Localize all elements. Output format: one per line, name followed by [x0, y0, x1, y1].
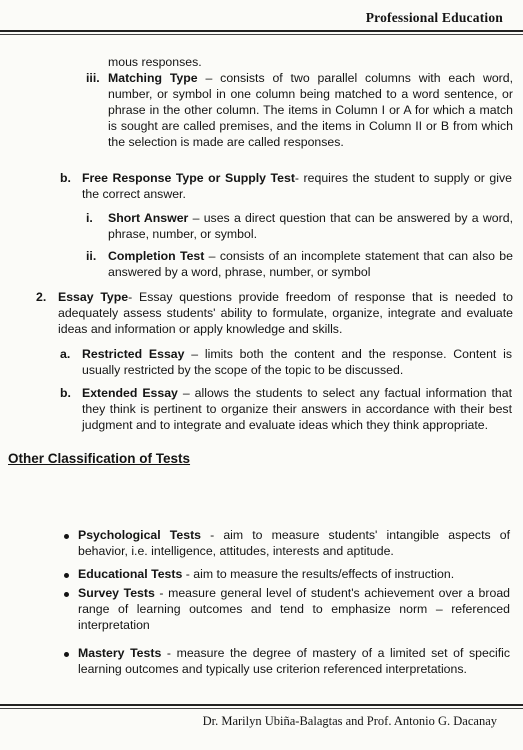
section-title-other-classification: Other Classification of Tests	[8, 451, 191, 466]
extended-marker: b.	[60, 386, 71, 400]
matching-marker: iii.	[86, 71, 100, 85]
short-answer-text: – uses a direct question that can be answered by a word, phrase, number, or symbol.	[108, 211, 513, 241]
header-rule-thick	[0, 30, 523, 32]
free-response-text: - requires the student to supply or give the correct answer.	[82, 171, 512, 201]
completion-term: Completion Test	[108, 249, 205, 263]
list-item-educational	[78, 566, 510, 582]
matching-type-item	[108, 70, 513, 150]
free-response-term: Free Response Type or Supply Test	[82, 171, 295, 185]
matching-type-text: – consists of two parallel columns with each word, number, or symbol in one column being matched to a word sentence, or phrase in the other column. The items in Column I or A for which a match is sought are called premises, and the items in Column II or B from which the selection is made are called responses.	[108, 71, 514, 149]
survey-term: Survey Tests	[78, 586, 155, 600]
completion-item	[108, 248, 513, 280]
mastery-term: Mastery Tests	[78, 646, 162, 660]
footer-rule-thick	[0, 704, 523, 706]
free-response-item	[82, 170, 512, 202]
extended-essay-term: Extended Essay	[82, 386, 178, 400]
carry-over-text: mous responses.	[108, 55, 202, 69]
restricted-marker: a.	[60, 347, 71, 361]
educational-term: Educational Tests	[78, 567, 183, 581]
essay-type-text: - Essay questions provide freedom of response that is needed to adequately assess students' ability to formulate, organize, integrate and evaluate ideas and information or apply knowledge and skills.	[58, 290, 513, 336]
essay-marker: 2.	[36, 290, 47, 304]
psychological-text: - aim to measure students' intangible aspects of behavior, i.e. intelligence, attitudes, interests and aptitude.	[78, 528, 510, 558]
short-answer-marker: i.	[86, 211, 93, 225]
running-footer: Dr. Marilyn Ubiña-Balagtas and Prof. Antonio G. Dacanay	[202, 714, 497, 728]
restricted-essay-text: – limits both the content and the response. Content is usually restricted by the scope of the topic to be discussed.	[82, 347, 513, 377]
extended-essay-item	[82, 385, 512, 433]
mastery-text: - measure the degree of mastery of a limited set of specific learning outcomes and typically use criterion referenced interpretations.	[78, 646, 510, 676]
completion-text: – consists of an incomplete statement that can also be answered by a word, phrase, number, or symbol	[108, 249, 513, 279]
matching-type-term: Matching Type	[108, 71, 198, 85]
list-item-psychological	[78, 527, 510, 559]
footer-rule-thin	[0, 708, 523, 709]
extended-essay-text: – allows the students to select any factual information that they think is pertinent to organize their answers in accordance with their best judgment and to integrate and evaluate ideas which they think appropriate.	[82, 386, 513, 432]
bullet-icon	[64, 534, 69, 539]
educational-text: - aim to measure the results/effects of instruction.	[182, 567, 455, 581]
header-rule-thin	[0, 34, 523, 35]
essay-type-item	[58, 289, 513, 337]
restricted-essay-item	[82, 346, 512, 378]
bullet-icon	[64, 652, 69, 657]
short-answer-term: Short Answer	[108, 211, 189, 225]
psychological-term: Psychological Tests	[78, 528, 202, 542]
essay-type-term: Essay Type	[58, 290, 129, 304]
running-header: Professional Education	[365, 10, 503, 25]
free-response-marker: b.	[60, 171, 71, 185]
survey-text: - measure general level of student's achievement over a broad range of learning outcomes and tend to emphasize norm – referenced interpretation	[78, 586, 510, 632]
bullet-icon	[64, 592, 69, 597]
restricted-essay-term: Restricted Essay	[82, 347, 185, 361]
list-item-mastery	[78, 645, 510, 677]
short-answer-item	[108, 210, 513, 242]
bullet-icon	[64, 573, 69, 578]
completion-marker: ii.	[86, 249, 97, 263]
list-item-survey	[78, 585, 510, 633]
